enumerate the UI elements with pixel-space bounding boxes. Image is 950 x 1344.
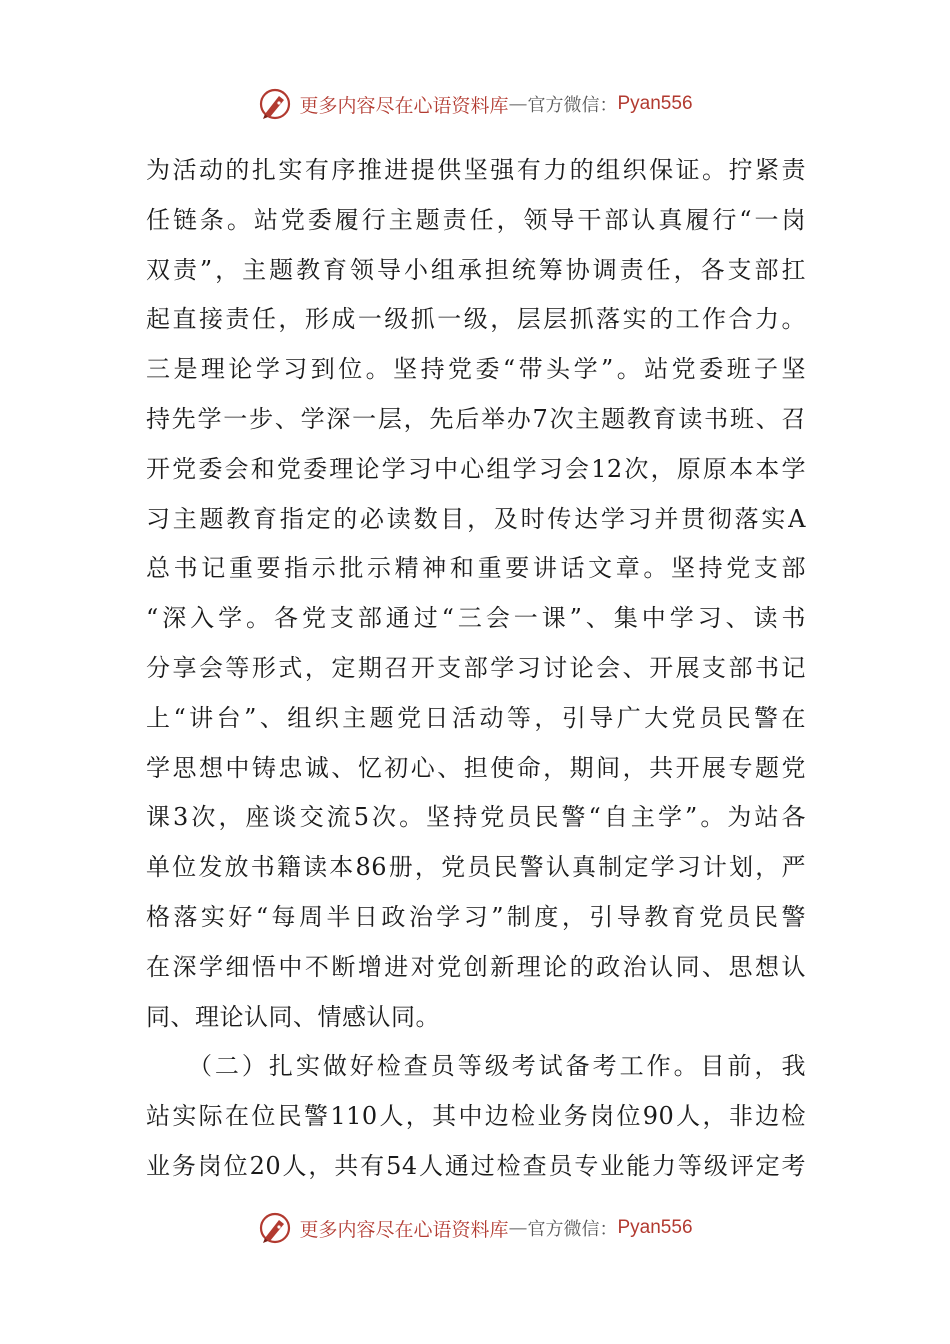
pen-nib-logo-icon	[257, 86, 293, 122]
body-text-line: “深入学。各党支部通过“三会一课”、集中学习、读书	[146, 604, 806, 633]
banner-wechat-id: Pyan556	[617, 93, 693, 114]
document-body	[146, 146, 806, 1192]
body-text-line: 起直接责任，形成一级抓一级，层层抓落实的工作合力。	[146, 305, 806, 334]
banner-site-text: 更多内容尽在心语资料库	[299, 1218, 509, 1241]
pen-nib-logo-icon	[257, 1210, 293, 1246]
body-text-line: 习主题教育指定的必读数目，及时传达学习并贯彻落实A	[146, 504, 806, 533]
footer-banner	[0, 1208, 950, 1248]
banner-wechat-id: Pyan556	[617, 1217, 693, 1238]
body-text-line: 任链条。站党委履行主题责任，领导干部认真履行“一岗	[146, 205, 806, 234]
header-banner	[0, 84, 950, 124]
body-text-line: 单位发放书籍读本86册，党员民警认真制定学习计划，严	[146, 853, 806, 882]
body-text-line: 上“讲台”、组织主题党日活动等，引导广大党员民警在	[146, 703, 806, 732]
body-text-line: 总书记重要指示批示精神和重要讲话文章。坚持党支部	[146, 554, 806, 583]
body-text-line: 为活动的扎实有序推进提供坚强有力的组织保证。拧紧责	[146, 156, 806, 184]
body-text-line: 业务岗位20人，共有54人通过检查员专业能力等级评定考	[146, 1151, 806, 1180]
body-text-line: 分享会等形式，定期召开支部学习讨论会、开展支部书记	[146, 653, 806, 682]
body-text-line: 课3次，座谈交流5次。坚持党员民警“自主学”。为站各	[146, 803, 806, 832]
banner-separator: —	[508, 1217, 528, 1239]
banner-wechat-label: 官方微信：	[527, 95, 618, 116]
body-text-line: （二）扎实做好检查员等级考试备考工作。目前，我	[146, 1052, 806, 1081]
body-text-line: 同、理论认同、情感认同。	[146, 1002, 440, 1031]
banner-separator: —	[508, 93, 528, 115]
body-text-line: 三是理论学习到位。坚持党委“带头学”。站党委班子坚	[146, 355, 806, 384]
body-text-line: 开党委会和党委理论学习中心组学习会12次，原原本本学	[146, 454, 806, 483]
body-text-line: 持先学一步、学深一层，先后举办7次主题教育读书班、召	[146, 404, 806, 433]
body-text-line: 格落实好“每周半日政治学习”制度，引导教育党员民警	[146, 902, 806, 931]
banner-site-text: 更多内容尽在心语资料库	[299, 94, 509, 117]
body-text-line: 学思想中铸忠诚、忆初心、担使命，期间，共开展专题党	[146, 753, 806, 782]
banner-wechat-label: 官方微信：	[527, 1219, 618, 1240]
body-text-line: 站实际在位民警110人，其中边检业务岗位90人，非边检	[146, 1102, 806, 1131]
body-text-line: 双责”，主题教育领导小组承担统筹协调责任，各支部扛	[146, 255, 806, 284]
body-text-line: 在深学细悟中不断增进对党创新理论的政治认同、思想认	[146, 952, 806, 981]
